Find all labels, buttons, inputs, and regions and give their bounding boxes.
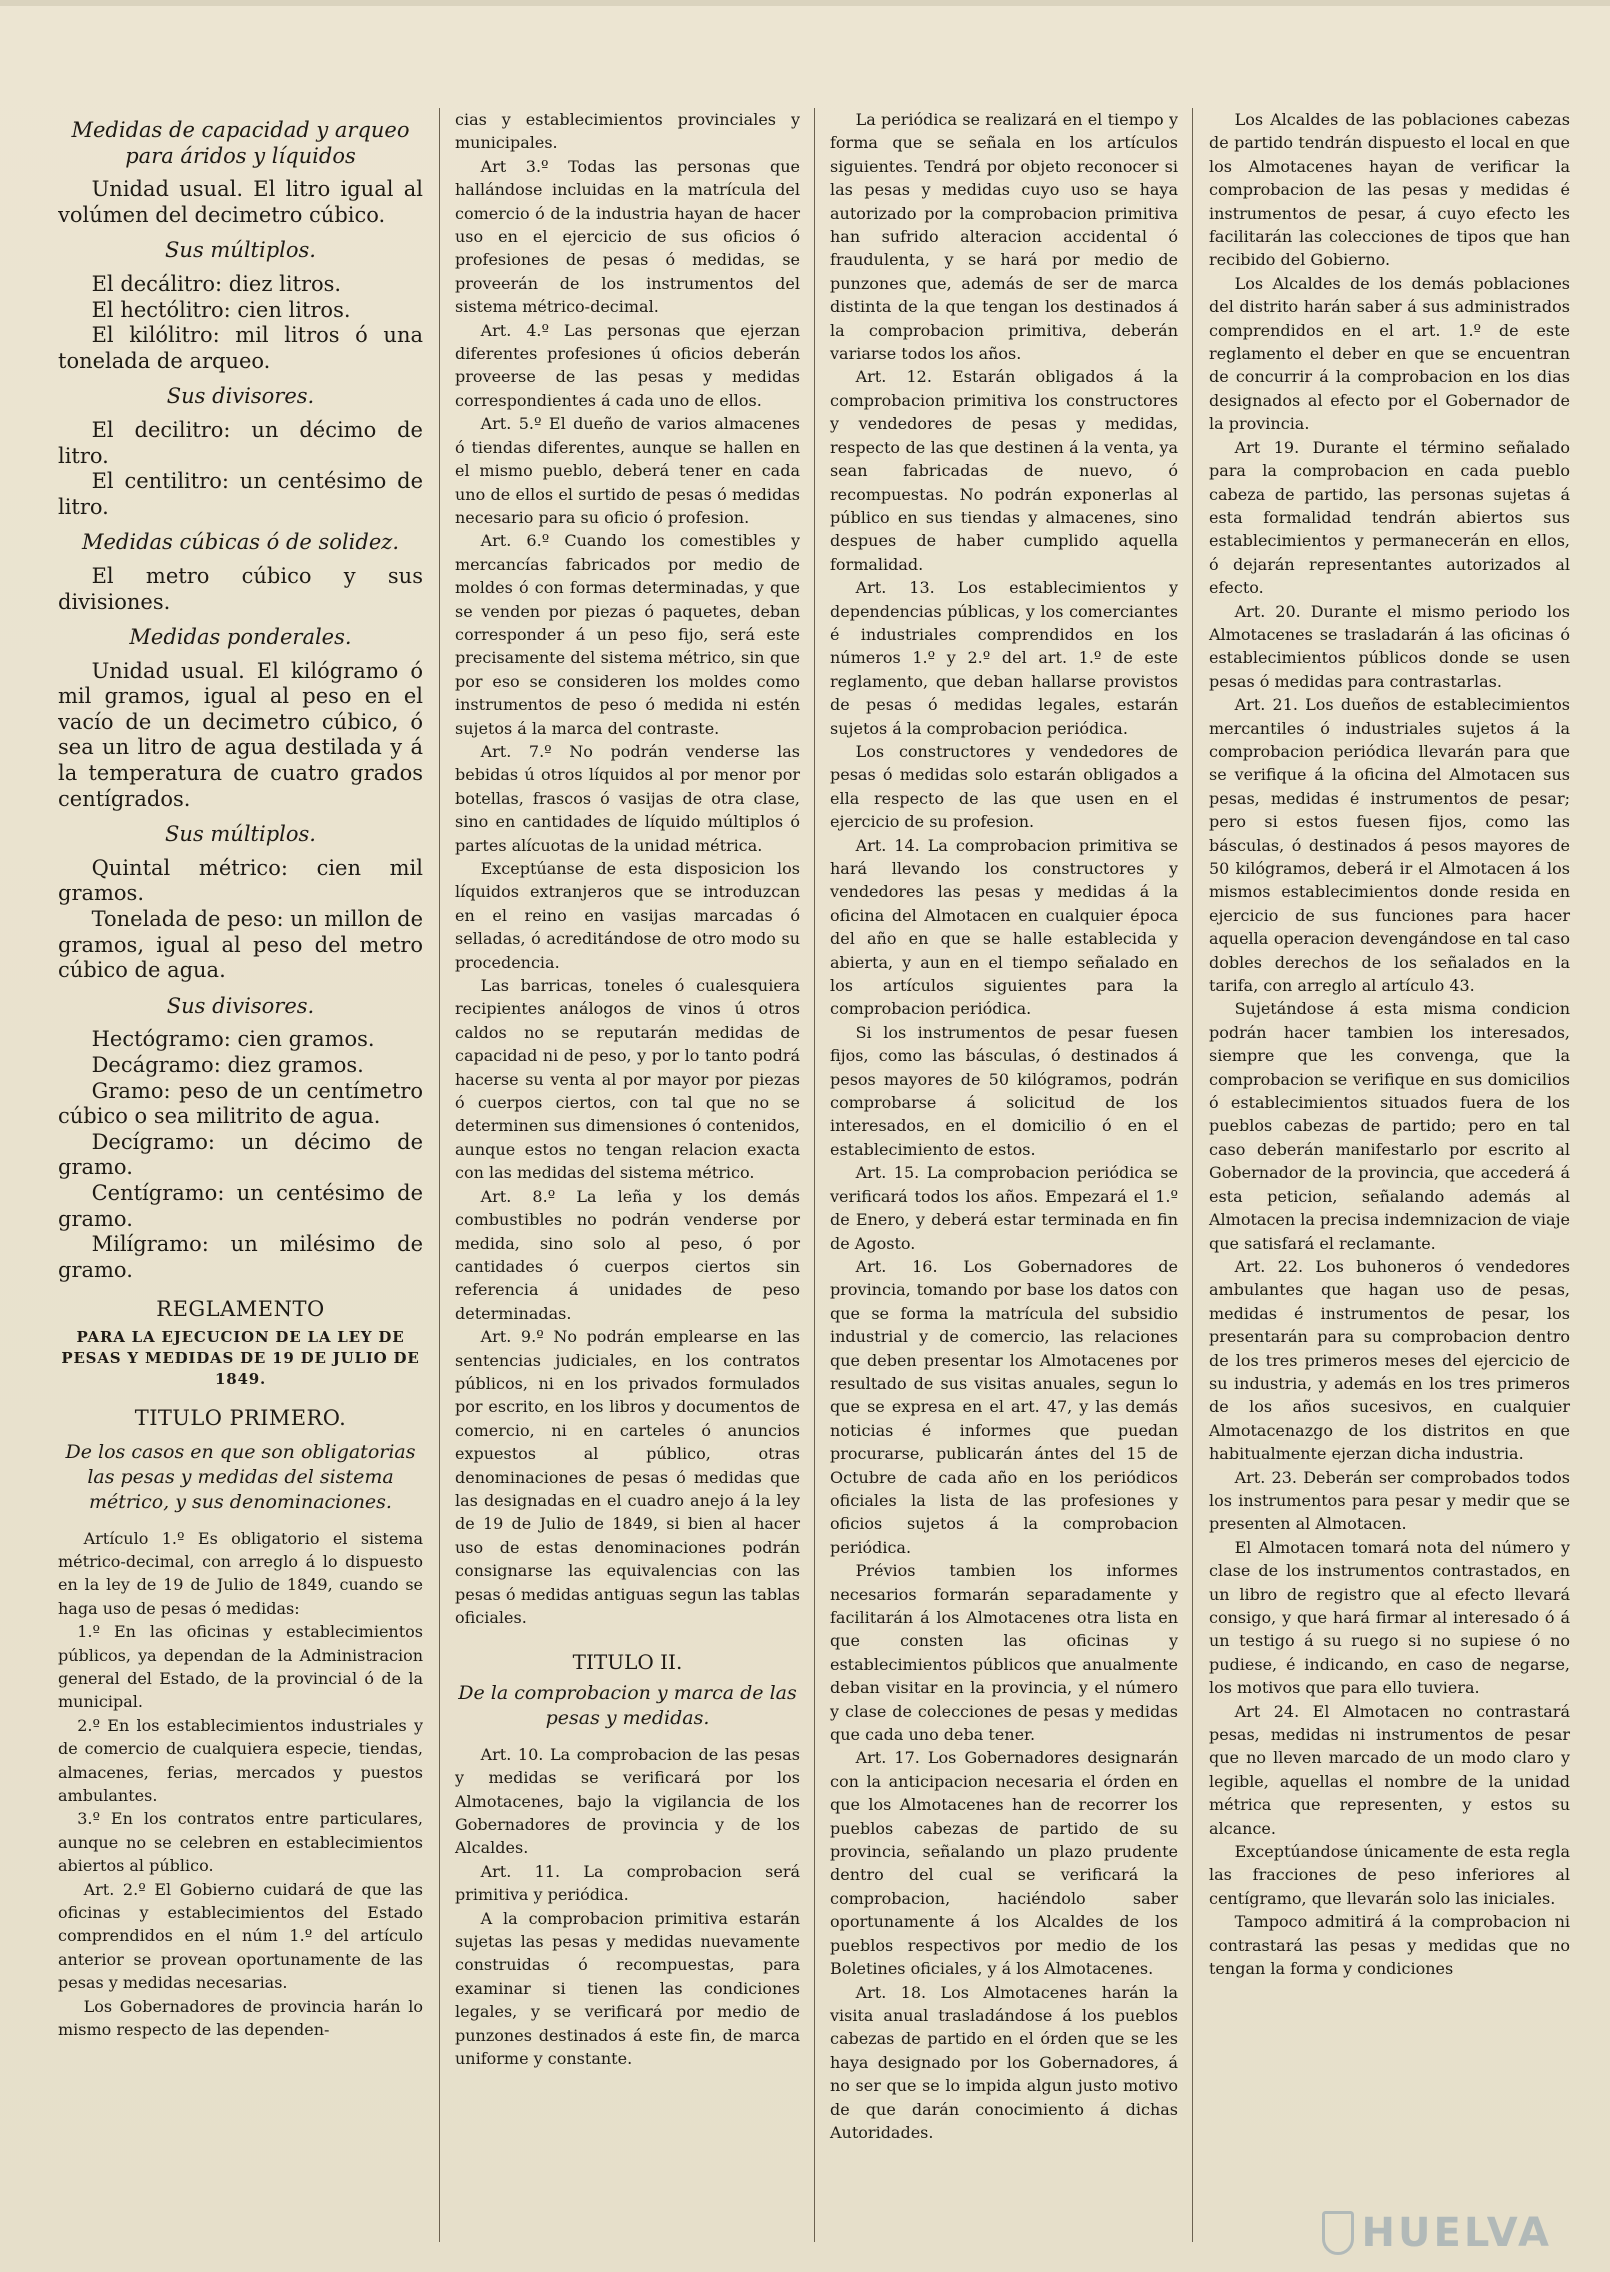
- heading-reglamento-sub: PARA LA EJECUCION DE LA LEY DE PESAS Y MEDIDAS DE 19 DE JULIO DE 1849.: [61, 1327, 420, 1388]
- list-item: Milígramo: un milésimo de gramo.: [58, 1232, 423, 1282]
- list-item: 2.º En los establecimientos industriales y de comercio de cualquiera especie, tiendas, almacenes, ferias, mercados y puestos ambulantes.: [58, 1715, 423, 1805]
- article-22: Art. 22. Los buhoneros ó vendedores ambulantes que hagan uso de pesas, medidas é instrumentos de pesar, los presentarán para su comprobacion dentro de los tres primeros meses del ejercicio de su industria, y además en los tres primeros de los años sucesivos, en cualquier Almotacenazgo de los distritos en que habitualmente ejerzan dicha industria.: [1209, 1256, 1570, 1464]
- list-item: El decálitro: diez litros.: [91, 271, 342, 296]
- article-13-constructores: Los constructores y vendedores de pesas ó medidas solo estarán obligados a ella respecto de las que usen en el ejercicio de su profesion.: [830, 741, 1178, 832]
- list-item: Hectógramo: cien gramos.: [91, 1027, 375, 1052]
- heading-divisores: Sus divisores.: [166, 384, 315, 409]
- list-item: Quintal métrico: cien mil gramos.: [58, 855, 423, 906]
- heading-divisores-2: Sus divisores.: [166, 993, 315, 1018]
- article-16-previos: Prévios tambien los informes necesarios formarán separadamente y facilitarán á los Almotacenes otra lista en que consten las oficinas y establecimientos públicos que anualmente deban visitar en la provincia, y el número y clase de colecciones de pesas y medidas que cada uno deba tener.: [830, 1561, 1178, 1745]
- article-24: Art 24. El Almotacen no contrastará pesas, medidas ni instrumentos de pesar que no lleven marcado de un modo claro y legible, aquellas el nombre de la unidad métrica que representen, y estos su alcance.: [1209, 1701, 1570, 1838]
- article-14-basculas: Si los instrumentos de pesar fuesen fijos, como las básculas, ó destinados á pesos mayores de 50 kilógramos, podrán comprobarse á solicitud de los interesados, en el domicilio ó en el establecimiento de estos.: [830, 1022, 1178, 1159]
- heading-multiplos: Sus múltiplos.: [165, 238, 316, 263]
- article-24-excepcion: Exceptúandose únicamente de esta regla las fracciones de peso inferiores al centígramo, que llevarán solo las iniciales.: [1209, 1842, 1570, 1908]
- paragraph-continuation: cias y establecimientos provinciales y municipales.: [455, 110, 800, 153]
- column-4: [1193, 108, 1576, 2242]
- heading-titulo-primero: TITULO PRIMERO.: [134, 1405, 347, 1430]
- article-18: Art. 18. Los Almotacenes harán la visita anual trasladándose á los pueblos cabezas de partido en el órden que se les haya designado por los Gobernadores, á no ser que se lo impida algun justo motivo de que darán conocimiento á dichas Autoridades.: [830, 1982, 1178, 2142]
- paragraph-alcaldes: Los Alcaldes de las poblaciones cabezas de partido tendrán dispuesto el local en que los Almotacenes hayan de verificar la comprobacion de las pesas y medidas é instrumentos de pesar, á cuyo efecto les facilitarán las colecciones de tipos que han recibido del Gobierno.: [1209, 110, 1570, 270]
- article-9: Art. 9.º No podrán emplearse en las sentencias judiciales, en los contratos públicos, ni en los privados formulados por escrito, en los libros y documentos de comercio, ni en carteles ó anuncios expuestos al público, otras denominaciones de pesas ó medidas que las designadas en el cuadro anejo á la ley de 19 de Julio de 1849, si bien al hacer uso de estas denominaciones podrán consignarse las equivalencias con las pesas ó medidas antiguas segun las tablas oficiales.: [455, 1327, 800, 1627]
- paragraph-periodica: La periódica se realizará en el tiempo y forma que se señala en los artículos siguientes. Tendrá por objeto reconocer si las pesas y medidas cuyo uso se haya autorizado por la comprobacion primitiva han sufrido alteracion accidental ó fraudulenta, y se hará por medio de punzones que, además de ser de marca distinta de la que tengan los destinados á la comprobacion primitiva, deberán variarse todos los años.: [830, 110, 1178, 364]
- column-2: [440, 108, 815, 2242]
- article-17: Art. 17. Los Gobernadores designarán con la anticipacion necesaria el órden en que los Almotacenes han de recorrer los pueblos cabezas de partido de su provincia, señalando un plazo prudente dentro del cual se verificará la comprobacion, haciéndolo saber oportunamente á los Alcaldes de los pueblos respectivos por medio de los Boletines oficiales, y á los Almotacenes.: [830, 1748, 1178, 1979]
- article-23-registro: El Almotacen tomará nota del número y clase de los instrumentos contrastados, en un libro de registro que al efecto llevará consigo, y que hará firmar al interesado ó á un testigo á su ruego si no supiese ó no pudiese, é indicando, en caso de negarse, los motivos que para ello tuviera.: [1209, 1537, 1570, 1698]
- heading-multiplos-2: Sus múltiplos.: [165, 822, 316, 847]
- heading-capacidad: Medidas de capacidad y arqueo para áridos y líquidos: [71, 118, 410, 168]
- list-item: Decágramo: diez gramos.: [91, 1053, 364, 1077]
- article-6: Art. 6.º Cuando los comestibles y mercancías fabricados por medio de moldes ó con formas determinadas, y que se venden por piezas ó paquetes, deban corresponder á un peso fijo, será este precisamente del sistema métrico, sin que por eso se consideren los moldes como instrumentos de peso ó medida ni estén sujetos á la marca del contraste.: [455, 531, 800, 738]
- heading-titulo-ii: TITULO II.: [572, 1650, 683, 1675]
- article-10: Art. 10. La comprobacion de las pesas y medidas se verificará por los Almotacenes, bajo la vigilancia de los Gobernadores de provincia y de los Alcaldes.: [455, 1744, 800, 1858]
- paragraph-metro-cubico: El metro cúbico y sus divisiones.: [58, 563, 423, 614]
- list-item: Decígramo: un décimo de gramo.: [58, 1129, 423, 1180]
- heading-titulo-ii-sub: De la comprobacion y marca de las pesas y medidas.: [458, 1681, 797, 1729]
- list-item: El decilitro: un décimo de litro.: [58, 417, 423, 468]
- page-crease: [0, 0, 1610, 6]
- list-item: Tonelada de peso: un millon de gramos, igual al peso del metro cúbico de agua.: [58, 907, 423, 983]
- article-21-sujetandose: Sujetándose á esta misma condicion podrán hacer tambien los interesados, siempre que les convenga, que la comprobacion se verifique en sus domicilios ó establecimientos situados fuera de los pueblos cabezas de partido; pero en tal caso deberán manifestarlo por escrito al Gobernador de la provincia, que accederá á esta peticion, señalando además al Almotacen la precisa indemnizacion de viaje que satisfará el reclamante.: [1209, 999, 1570, 1253]
- article-15: Art. 15. La comprobacion periódica se verificará todos los años. Empezará el 1.º de Enero, y deberá estar terminada en fin de Agosto.: [830, 1163, 1178, 1253]
- list-item: 1.º En las oficinas y establecimientos públicos, ya dependan de la Administracion general del Estado, de la provincial ó de la municipal.: [58, 1622, 423, 1712]
- paragraph-unidad-litro: Unidad usual. El litro igual al volúmen del decimetro cúbico.: [58, 177, 423, 227]
- list-item: 3.º En los contratos entre particulares, aunque no se celebren en establecimientos abiertos al público.: [58, 1809, 423, 1876]
- article-14: Art. 14. La comprobacion primitiva se hará llevando los constructores y vendedores las pesas y medidas á la oficina del Almotacen en cualquier época del año en que se halle establecida y abierta, y aun en el tiempo señalado en los artículos siguientes para la comprobacion periódica.: [830, 835, 1178, 1019]
- article-21: Art. 21. Los dueños de establecimientos mercantiles ó industriales sujetos á la comprobacion periódica llevarán para que se verifique á la oficina del Almotacen sus pesas, medidas é instrumentos de pesar; pero si estos fuesen fijos, como las básculas, ó destinados á pesos mayores de 50 kilógramos, deberá ir el Almotacen á los mismos establecimientos donde resida en ejercicio de sus funciones para hacer aquella operacion devengándose en tal caso dobles derechos de los señalados en la tarifa, con arreglo al artículo 43.: [1209, 695, 1570, 996]
- list-item: Centígramo: un centésimo de gramo.: [58, 1180, 423, 1231]
- article-7-barricas: Las barricas, toneles ó cualesquiera recipientes análogos de vinos ú otros caldos no se reputarán medidas de capacidad ni de peso, y por lo tanto podrá hacerse su venta al por mayor por piezas ó cuerpos ciertos, con tal que no se determinen sus dimensiones ó contenidos, aunque estos no tengan relacion exacta con las medidas del sistema métrico.: [455, 976, 800, 1183]
- article-5: Art. 5.º El dueño de varios almacenes ó tiendas diferentes, aunque se hallen en el mismo pueblo, deberá tener en cada uno de ellos el surtido de pesas ó medidas necesario para su oficio ó profesion.: [455, 414, 800, 527]
- list-item: Gramo: peso de un centímetro cúbico o sea militrito de agua.: [58, 1078, 423, 1129]
- article-2: Art. 2.º El Gobierno cuidará de que las oficinas y establecimientos del Estado comprendidos en el núm 1.º del artículo anterior se provean oportunamente de las pesas y medidas necesarias.: [58, 1879, 423, 1993]
- heading-cubicas: Medidas cúbicas ó de solidez.: [81, 530, 399, 555]
- article-2-continued: Los Gobernadores de provincia harán lo mismo respecto de las dependen-: [58, 1996, 423, 2040]
- article-11: Art. 11. La comprobacion será primitiva y periódica.: [455, 1861, 800, 1905]
- article-13: Art. 13. Los establecimientos y dependencias públicas, y los comerciantes é industriales comprendidos en los números 1.º y 2.º del art. 1.º de este reglamento, que deban hallarse provistos de pesas ó medidas legales, estarán sujetos á la comprobacion periódica.: [830, 578, 1178, 738]
- column-3: [815, 108, 1193, 2242]
- heading-ponderales: Medidas ponderales.: [129, 625, 352, 650]
- article-8: Art. 8.º La leña y los demás combustibles no podrán venderse por medida, sino solo al peso, ó por cantidades ó cuerpos ciertos sin referencia á unidades de peso determinadas.: [455, 1186, 800, 1323]
- article-24-tampoco: Tampoco admitirá á la comprobacion ni contrastará las pesas y medidas que no tengan la forma y condiciones: [1209, 1912, 1570, 1979]
- article-3: Art 3.º Todas las personas que hallándose incluidas en la matrícula del comercio ó de la industria hayan de hacer uso en el ejercicio de sus oficios ó profesiones de pesas ó medidas, se proveerán de los instrumentos del sistema métrico-decimal.: [455, 156, 800, 317]
- heading-titulo-primero-sub: De los casos en que son obligatorias las pesas y medidas del sistema métrico, y sus denominaciones.: [65, 1440, 416, 1513]
- paragraph-alcaldes-demas: Los Alcaldes de los demás poblaciones del distrito harán saber á sus administrados comprendidos en el art. 1.º de este reglamento el deber en que se encuentran de concurrir á la comprobacion en los dias designados al efecto por el Gobernador de la provincia.: [1209, 273, 1570, 434]
- article-20: Art. 20. Durante el mismo periodo los Almotacenes se trasladarán á las oficinas ó establecimientos públicos donde se usen pesas ó medidas para contrastarlas.: [1209, 601, 1570, 691]
- column-1: [58, 108, 440, 2242]
- article-7-exception: Exceptúanse de esta disposicion los líquidos extranjeros que se introduzcan en el reino en vasijas marcadas ó selladas, ó acreditándose de otro modo su procedencia.: [455, 859, 800, 972]
- columns: [58, 108, 1576, 2242]
- article-23: Art. 23. Deberán ser comprobados todos los instrumentos para pesar y medir que se presenten al Almotacen.: [1209, 1467, 1570, 1534]
- article-19: Art 19. Durante el término señalado para la comprobacion en cada pueblo cabeza de partido, las personas sujetas á esta formalidad tendrán abiertos sus establecimientos y permanecerán en ellos, ó dejarán representantes autorizados al efecto.: [1209, 437, 1570, 598]
- article-1-list: [58, 1620, 423, 1877]
- heading-reglamento: REGLAMENTO: [156, 1297, 325, 1322]
- article-4: Art. 4.º Las personas que ejerzan diferentes profesiones ú oficios deberán proveerse de las pesas y medidas correspondientes á cada uno de ellos.: [455, 320, 800, 410]
- article-16: Art. 16. Los Gobernadores de provincia, tomando por base los datos con que se forma la matrícula del subsidio industrial y de comercio, las relaciones que deben presentar los Almotacenes por resultado de sus visitas anuales, segun lo que se expresa en el art. 47, y las demás noticias é informes que puedan procurarse, publicarán ántes del 15 de Octubre de cada año en los periódicos oficiales la lista de las profesiones y oficios sujetos á la comprobacion periódica.: [830, 1256, 1178, 1557]
- article-11-primitiva: A la comprobacion primitiva estarán sujetas las pesas y medidas nuevamente construidas ó recompuestas, para examinar si tienen las condiciones legales, y se verificará por medio de punzones destinados á este fin, de marca uniforme y constante.: [455, 1908, 800, 2069]
- article-12: Art. 12. Estarán obligados á la comprobacion primitiva los constructores y vendedores de pesas y medidas, respecto de las que destinen á la venta, ya sean fabricadas de nuevo, ó recompuestas. No podrán exponerlas al público en sus tiendas y almacenes, sino despues de haber cumplido aquella formalidad.: [830, 367, 1178, 574]
- list-item: El hectólitro: cien litros.: [91, 297, 351, 322]
- article-7: Art. 7.º No podrán venderse las bebidas ú otros líquidos al por menor por botellas, frascos ó vasijas de otra clase, sino en cantidades de líquido múltiplos ó partes alícuotas de la unidad métrica.: [455, 741, 800, 855]
- list-item: El kilólitro: mil litros ó una tonelada de arqueo.: [58, 323, 423, 373]
- paragraph-kilogramo: Unidad usual. El kilógramo ó mil gramos, igual al peso en el vacío de un decimetro cúbico, ó sea un litro de agua destilada y á la temperatura de cuatro grados centígrados.: [58, 658, 423, 811]
- watermark-text: HUELVA: [1361, 2210, 1552, 2256]
- list-item: El centilitro: un centésimo de litro.: [58, 469, 423, 519]
- article-1: Artículo 1.º Es obligatorio el sistema métrico-decimal, con arreglo á lo dispuesto en la ley de 19 de Julio de 1849, cuando se haga uso de pesas ó medidas:: [58, 1528, 423, 1618]
